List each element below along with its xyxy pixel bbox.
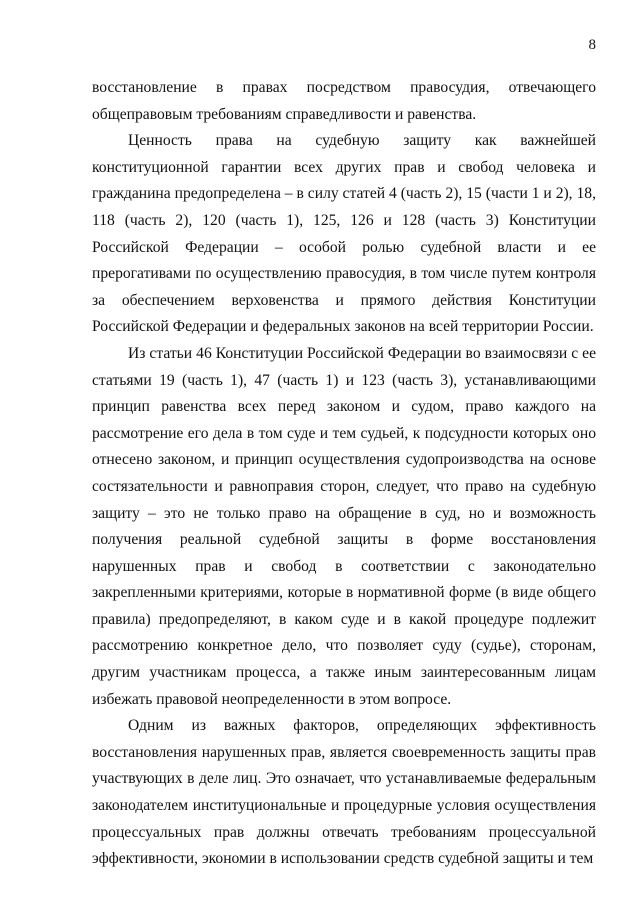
paragraph-continuation: восстановление в правах посредством правосудия, отвечающего общеправовым требованиям справедливости и равенства.	[92, 79, 596, 123]
paragraph-judicial-protection-value: Ценность права на судебную защиту как важнейшей конституционной гарантии всех других прав и свобод человека и гражданина предопределена – в силу статей 4 (часть 2), 15 (части 1 и 2), 18, 118 (часть 2), 120 (часть 1), 125, 126 и 128 (часть 3) Конституции Российской Федерации – особой ролью судебной власти и ее прерогативами по осуществлению правосудия, в том числе путем контроля за обеспечением верховенства и прямого действия Конституции Российской Федерации и федеральных законов на всей территории России.	[92, 132, 596, 336]
paragraph-timeliness: Одним из важных факторов, определяющих эффективность восстановления нарушенных прав, является своевременность защиты прав участвующих в деле лиц. Это означает, что устанавливаемые федеральным законодателем институциональные и процедурные условия осуществления процессуальных прав должны отвечать требованиям процессуальной эффективности, экономии в использовании средств судебной защиты и тем	[92, 717, 596, 868]
paragraph-article-46: Из статьи 46 Конституции Российской Федерации во взаимосвязи с ее статьями 19 (часть 1), 47 (часть 1) и 123 (часть 3), устанавливающими принцип равенства всех перед законом и судом, право каждого на рассмотрение его дела в том суде и тем судьей, к подсудности которых оно отнесено законом, и принцип осуществления судопроизводства на основе состязательности и равноправия сторон, следует, что право на судебную защиту – это не только право на обращение в суд, но и возможность получения реальной судебной защиты в форме восстановления нарушенных прав и свобод в соответствии с законодательно закрепленными критериями, которые в нормативной форме (в виде общего правила) предопределяют, в каком суде и в какой процедуре подлежит рассмотрению конкретное дело, что позволяет суду (судье), сторонам, другим участникам процесса, а также иным заинтересованным лицам избежать правовой неопределенности в этом вопросе.	[92, 344, 596, 708]
document-body	[92, 75, 596, 873]
page-number: 8	[588, 37, 596, 53]
